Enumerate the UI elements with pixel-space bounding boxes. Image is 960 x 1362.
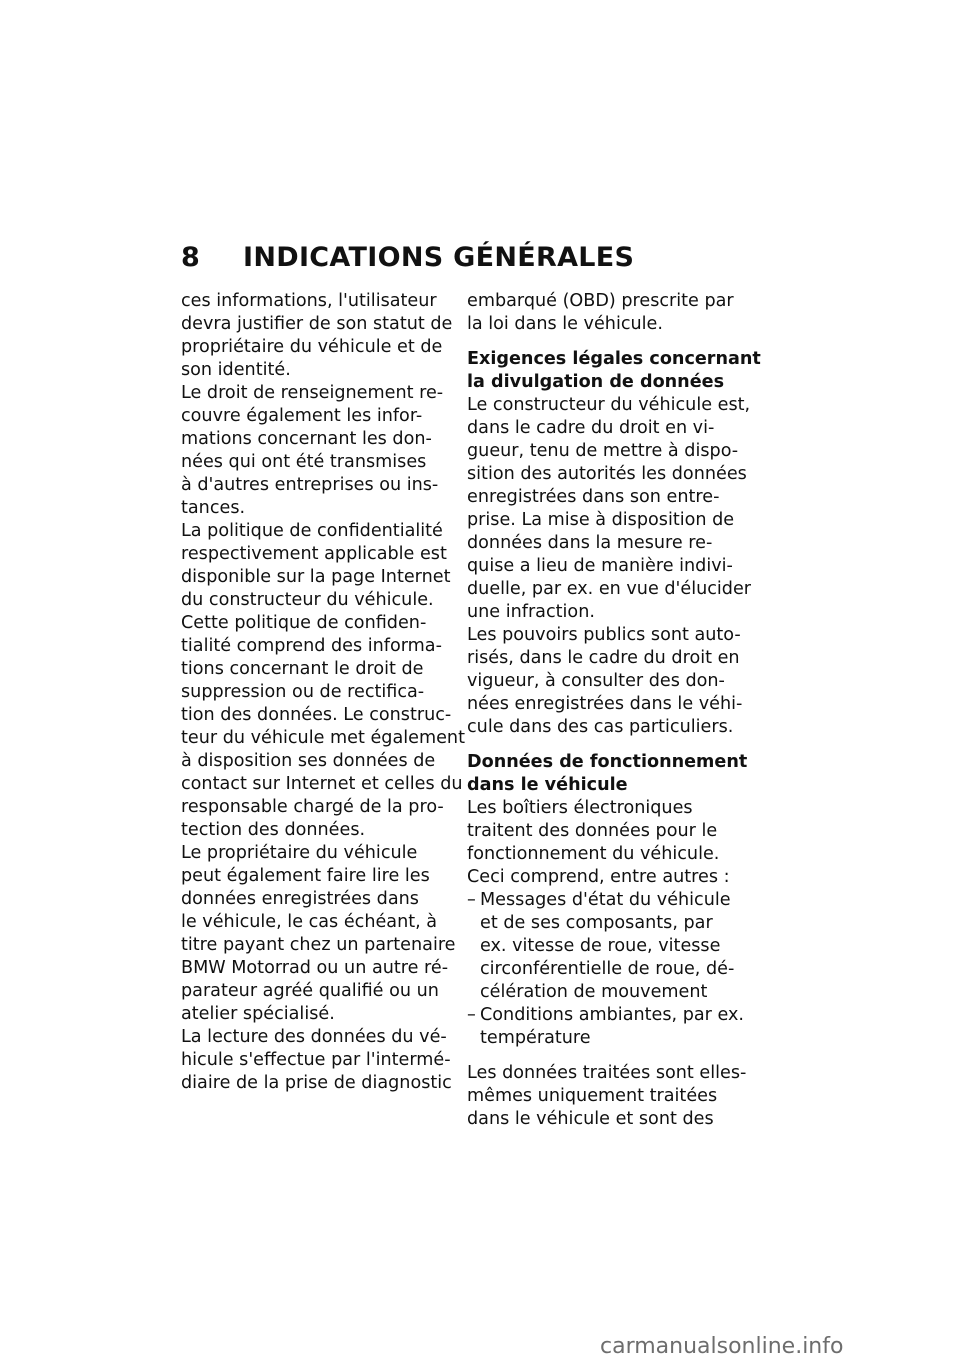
text-line: ex. vitesse de roue, vitesse xyxy=(480,936,721,956)
text-line: tances. xyxy=(181,498,246,518)
text-line: fonctionnement du véhicule. xyxy=(467,844,720,864)
text-line: Messages d'état du véhicule xyxy=(480,890,731,910)
text-line: dans le véhicule et sont des xyxy=(467,1109,714,1129)
text-line: une infraction. xyxy=(467,602,595,622)
paragraph xyxy=(181,520,465,842)
section-heading xyxy=(467,751,748,797)
text-line: Conditions ambiantes, par ex. xyxy=(480,1005,744,1025)
chapter-number: 8 xyxy=(181,242,201,273)
text-line: hicule s'effectue par l'intermé- xyxy=(181,1050,451,1070)
text-line: titre payant chez un partenaire xyxy=(181,935,456,955)
paragraph xyxy=(181,290,453,382)
paragraph xyxy=(467,797,739,889)
text-line: teur du véhicule met également xyxy=(181,728,465,748)
paragraph xyxy=(181,842,456,1026)
text-line: responsable chargé de la pro- xyxy=(181,797,444,817)
text-line: Cette politique de confiden- xyxy=(181,613,427,633)
watermark: carmanualsonline.info xyxy=(600,1334,844,1359)
text-line: parateur agréé qualifié ou un xyxy=(181,981,439,1001)
chapter-title: INDICATIONS GÉNÉRALES xyxy=(243,242,635,273)
text-line: enregistrées dans son entre- xyxy=(467,487,720,507)
page-heading xyxy=(181,242,634,273)
text-line: Exigences légales concernant xyxy=(467,349,761,369)
text-line: gueur, tenu de mettre à dispo- xyxy=(467,441,739,461)
section-heading xyxy=(467,348,761,394)
text-line: BMW Motorrad ou un autre ré- xyxy=(181,958,449,978)
text-line: quise a lieu de manière indivi- xyxy=(467,556,733,576)
text-line: mêmes uniquement traitées xyxy=(467,1086,718,1106)
list-item xyxy=(467,889,739,1004)
text-line: tection des données. xyxy=(181,820,366,840)
text-line: la loi dans le véhicule. xyxy=(467,314,663,334)
text-line: Ceci comprend, entre autres : xyxy=(467,867,730,887)
text-line: diaire de la prise de diagnostic xyxy=(181,1073,452,1093)
text-line: vigueur, à consulter des don- xyxy=(467,671,725,691)
text-line: nées qui ont été transmises xyxy=(181,452,427,472)
text-line: traitent des données pour le xyxy=(467,821,718,841)
text-line: couvre également les infor- xyxy=(181,406,423,426)
text-line: Les boîtiers électroniques xyxy=(467,798,693,818)
text-line: disponible sur la page Internet xyxy=(181,567,451,587)
text-line: sition des autorités les données xyxy=(467,464,747,484)
left-column xyxy=(181,290,465,1095)
text-line: Données de fonctionnement xyxy=(467,752,748,772)
paragraph xyxy=(181,382,453,520)
text-line: risés, dans le cadre du droit en xyxy=(467,648,740,668)
text-line: circonférentielle de roue, dé- xyxy=(480,959,735,979)
text-line: Les pouvoirs publics sont auto- xyxy=(467,625,741,645)
text-line: dans le véhicule xyxy=(467,775,628,795)
text-line: duelle, par ex. en vue d'élucider xyxy=(467,579,752,599)
paragraph xyxy=(467,624,743,739)
text-line: nées enregistrées dans le véhi- xyxy=(467,694,743,714)
text-line: contact sur Internet et celles du xyxy=(181,774,463,794)
paragraph xyxy=(467,1062,747,1131)
text-line: son identité. xyxy=(181,360,291,380)
list-item xyxy=(467,1004,744,1050)
dash-icon: – xyxy=(467,1005,476,1025)
text-line: La lecture des données du vé- xyxy=(181,1027,447,1047)
bullet-list xyxy=(467,889,744,1050)
text-line: à d'autres entreprises ou ins- xyxy=(181,475,439,495)
text-line: ces informations, l'utilisateur xyxy=(181,291,437,311)
text-line: du constructeur du véhicule. xyxy=(181,590,434,610)
text-line: tion des données. Le construc- xyxy=(181,705,452,725)
text-line: tialité comprend des informa- xyxy=(181,636,442,656)
text-line: La politique de confidentialité xyxy=(181,521,443,541)
text-line: respectivement applicable est xyxy=(181,544,447,564)
text-line: dans le cadre du droit en vi- xyxy=(467,418,715,438)
paragraph xyxy=(467,290,739,336)
dash-icon: – xyxy=(467,890,476,910)
text-line: devra justifier de son statut de xyxy=(181,314,453,334)
paragraph xyxy=(181,1026,453,1095)
text-line: Le propriétaire du véhicule xyxy=(181,843,418,863)
text-line: température xyxy=(480,1028,591,1048)
text-line: cule dans des cas particuliers. xyxy=(467,717,734,737)
text-line: données dans la mesure re- xyxy=(467,533,713,553)
text-line: mations concernant les don- xyxy=(181,429,432,449)
text-line: peut également faire lire les xyxy=(181,866,430,886)
right-column xyxy=(467,290,761,1131)
text-line: Les données traitées sont elles- xyxy=(467,1063,747,1083)
text-line: données enregistrées dans xyxy=(181,889,419,909)
text-line: tions concernant le droit de xyxy=(181,659,424,679)
text-line: et de ses composants, par xyxy=(480,913,713,933)
text-line: propriétaire du véhicule et de xyxy=(181,337,443,357)
text-line: embarqué (OBD) prescrite par xyxy=(467,291,734,311)
text-line: Le constructeur du véhicule est, xyxy=(467,395,751,415)
text-line: la divulgation de données xyxy=(467,372,725,392)
text-line: célération de mouvement xyxy=(480,982,708,1002)
text-line: atelier spécialisé. xyxy=(181,1004,335,1024)
text-line: Le droit de renseignement re- xyxy=(181,383,444,403)
text-line: à disposition ses données de xyxy=(181,751,436,771)
text-line: le véhicule, le cas échéant, à xyxy=(181,912,438,932)
text-line: prise. La mise à disposition de xyxy=(467,510,735,530)
paragraph xyxy=(467,394,752,624)
text-line: suppression ou de rectifica- xyxy=(181,682,425,702)
